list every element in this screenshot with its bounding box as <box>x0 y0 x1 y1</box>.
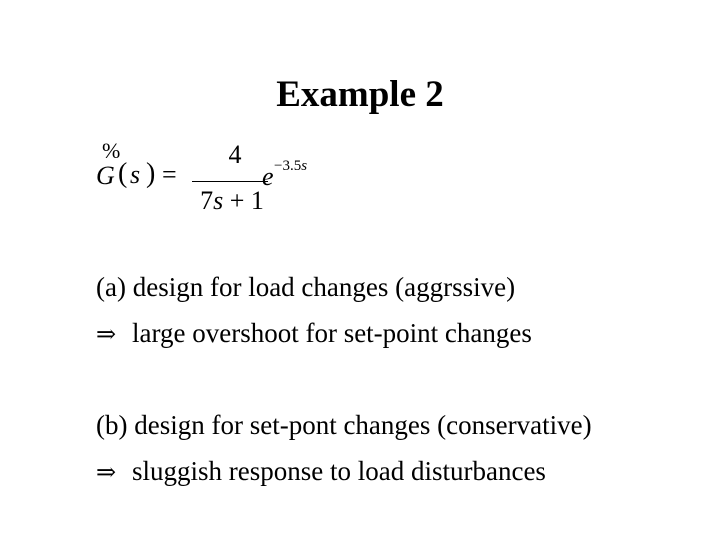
item-a-text: (a) design for load changes (aggrssive) <box>96 272 516 302</box>
item-a-consequence-text: large overshoot for set-point changes <box>132 318 532 348</box>
formula-close-paren: ) <box>146 158 156 189</box>
formula-den-var: s <box>213 186 224 215</box>
formula-denominator <box>192 186 272 216</box>
formula-den-coef: 7 <box>200 186 214 215</box>
formula-g-symbol: G <box>96 161 115 190</box>
formula-exp-base: e <box>262 162 274 191</box>
item-b-text: (b) design for set-pont changes (conservative) <box>96 410 592 440</box>
item-b-consequence <box>96 454 546 489</box>
formula-exp-power-num: −3.5 <box>274 158 302 174</box>
formula-g-accent: % <box>102 138 119 163</box>
formula-exp-power <box>274 158 307 175</box>
item-b-consequence-text: sluggish response to load disturbances <box>132 456 546 486</box>
formula-equals: = <box>162 160 177 189</box>
slide-title: Example 2 <box>276 74 444 115</box>
formula-den-rest: + 1 <box>223 186 264 215</box>
formula-numerator: 4 <box>228 140 242 169</box>
formula-open-paren: ( <box>118 158 128 189</box>
formula-fraction-bar <box>192 181 268 182</box>
implies-arrow-icon: ⇒ <box>96 458 117 486</box>
formula-exp-power-var: s <box>301 158 308 174</box>
item-a-consequence <box>96 316 532 351</box>
implies-arrow-icon: ⇒ <box>96 320 117 348</box>
formula-s-argument: s <box>130 160 141 189</box>
transfer-function-formula <box>96 140 356 220</box>
